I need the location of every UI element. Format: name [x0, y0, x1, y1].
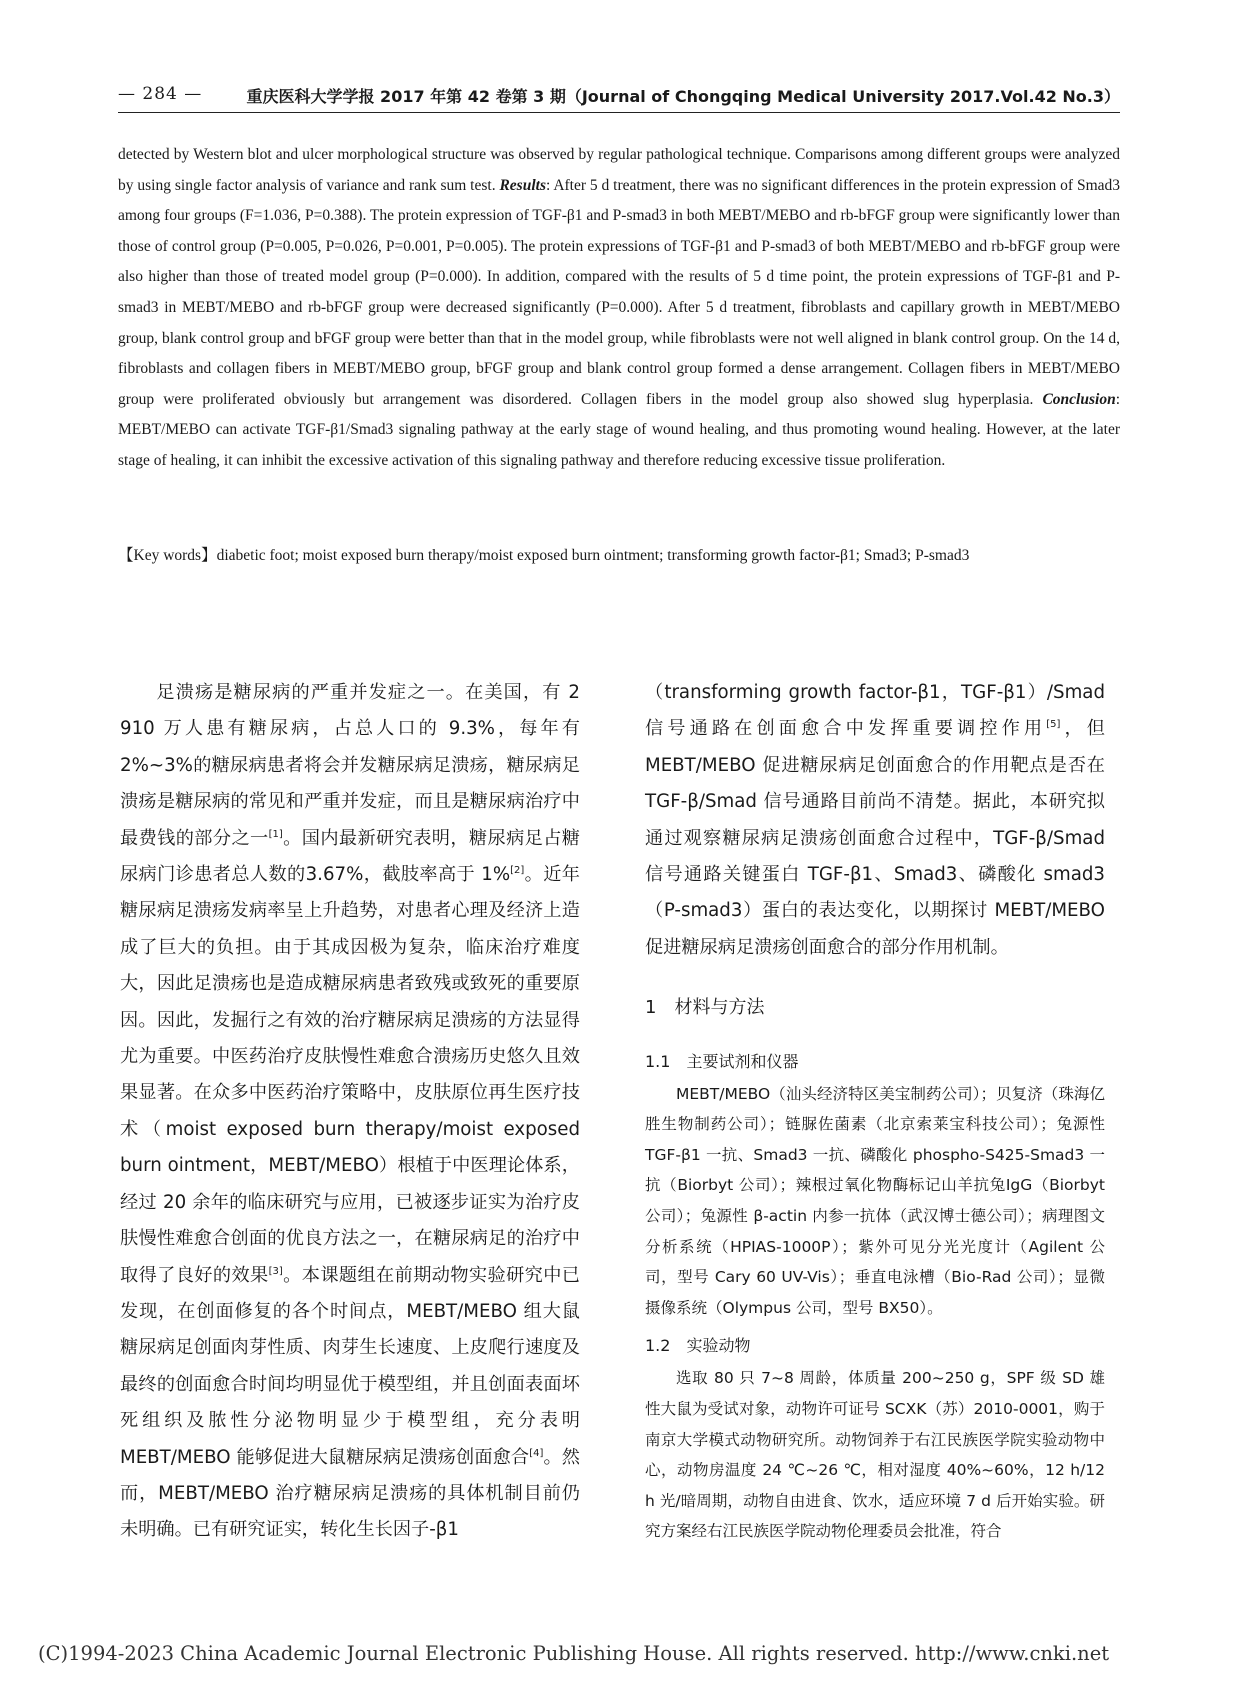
- copyright-footer: (C)1994-2023 China Academic Journal Electronic Publishing House. All rights reserved. http://www.cnki.net: [38, 1642, 1110, 1665]
- keywords: 【Key words】diabetic foot; moist exposed burn therapy/moist exposed burn ointment; transforming growth factor-β1; Smad3; P-smad3: [118, 547, 970, 564]
- section-heading-1: 1 材料与方法: [645, 997, 765, 1019]
- citation-5: [5]: [1046, 719, 1061, 731]
- results-label: Results: [499, 176, 546, 194]
- citation-4: [4]: [529, 1447, 544, 1459]
- intro-cont-b: ，但 MEBT/MEBO 促进糖尿病足创面愈合的作用靶点是否在 TGF-β/Smad 信号通路目前尚不清楚。据此，本研究拟通过观察糖尿病足溃疡创面愈合过程中，TGF-β/Smad 信号通路关键蛋白 TGF-β1、Smad3、磷酸化 smad3（P-smad3）蛋白的表达变化，以期探讨 MEBT/MEBO 促进糖尿病足溃疡创面愈合的部分作用机制。: [645, 718, 1105, 958]
- intro-text-c: 。近年糖尿病足溃疡发病率呈上升趋势，对患者心理及经济上造成了巨大的负担。由于其成因极为复杂，临床治疗难度大，因此足溃疡也是造成糖尿病患者致残或致死的重要原因。因此，发掘行之有效的治疗糖尿病足溃疡的方法显得尤为重要。中医药治疗皮肤慢性难愈合溃疡历史悠久且效果显著。在众多中医药治疗策略中，皮肤原位再生医疗技术（moist exposed burn therapy/moist exposed burn ointment，MEBT/MEBO）根植于中医理论体系，经过 20 余年的临床研究与应用，已被逐步证实为治疗皮肤慢性难愈合创面的优良方法之一，在糖尿病足的治疗中取得了良好的效果: [120, 864, 580, 1286]
- header-rule: [118, 112, 1120, 113]
- intro-text-a: 足溃疡是糖尿病的严重并发症之一。在美国，有 2 910 万人患有糖尿病，占总人口的 9.3%，每年有 2%~3%的糖尿病患者将会并发糖尿病足溃疡，糖尿病足溃疡是糖尿病的常见和严重并发症，而且是糖尿病治疗中最费钱的部分之一: [120, 682, 580, 849]
- animals-paragraph: 选取 80 只 7~8 周龄，体质量 200~250 g，SPF 级 SD 雄性大鼠为受试对象，动物许可证号 SCXK（苏）2010-0001，购于南京大学模式动物研究所。动物饲养于右江民族医学院实验动物中心，动物房温度 24 ℃~26 ℃，相对湿度 40%~60%，12 h/12 h 光/暗周期，动物自由进食、饮水，适应环境 7 d 后开始实验。研究方案经右江民族医学院动物伦理委员会批准，符合: [645, 1369, 1105, 1541]
- intro-text-d: 。本课题组在前期动物实验研究中已发现，在创面修复的各个时间点，MEBT/MEBO 组大鼠糖尿病足创面肉芽性质、肉芽生长速度、上皮爬行速度及最终的创面愈合时间均明显优于模型组，并且创面表面坏死组织及脓性分泌物明显少于模型组，充分表明 MEBT/MEBO 能够促进大鼠糖尿病足溃疡创面愈合: [120, 1264, 580, 1468]
- intro-continuation: [645, 675, 1105, 966]
- journal-title: 重庆医科大学学报 2017 年第 42 卷第 3 期（Journal of Chongqing Medical University 2017.Vol.42 No.3）: [246, 87, 1120, 106]
- subsection-heading-1-2: 1.2 实验动物: [645, 1336, 751, 1356]
- citation-2: [2]: [510, 864, 525, 876]
- intro-text-b: 。国内最新研究表明，糖尿病足占糖尿病门诊患者总人数的3.67%，截肢率高于 1%: [120, 827, 580, 886]
- page-number: — 284 —: [118, 84, 203, 104]
- left-column: [120, 675, 580, 1549]
- intro-cont-a: （transforming growth factor-β1，TGF-β1）/Smad 信号通路在创面愈合中发挥重要调控作用: [645, 682, 1105, 740]
- intro-paragraph: [120, 675, 580, 1549]
- abstract-methods-tail: detected by Western blot and ulcer morphological structure was observed by regular pathological technique. Comparisons among different groups were analyzed by using single factor analysis of variance and rank sum test.: [118, 146, 1120, 194]
- right-column: [645, 675, 1105, 1547]
- citation-1: [1]: [268, 828, 283, 840]
- results-text: : After 5 d treatment, there was no significant differences in the protein expression of Smad3 among four groups (F=1.036, P=0.388). The protein expression of TGF-β1 and P-smad3 in both MEBT/MEBO and rb-bFGF group were significantly lower than those of control group (P=0.005, P=0.026, P=0.001, P=0.005). The protein expressions of TGF-β1 and P-smad3 of both MEBT/MEBO and rb-bFGF group were also higher than those of treated model group (P=0.000). In addition, compared with the results of 5 d time point, the protein expressions of TGF-β1 and P-smad3 in MEBT/MEBO and rb-bFGF group were decreased significantly (P=0.000). After 5 d treatment, fibroblasts and capillary growth in MEBT/MEBO group, blank control group and bFGF group were better than that in the model group, while fibroblasts were not well aligned in blank control group. On the 14 d, fibroblasts and collagen fibers in MEBT/MEBO group, bFGF group and blank control group formed a dense arrangement. Collagen fibers in MEBT/MEBO group were proliferated obviously but arrangement was disordered. Collagen fibers in the model group also showed slug hyperplasia.: [118, 176, 1121, 408]
- conclusion-text: : MEBT/MEBO can activate TGF-β1/Smad3 signaling pathway at the early stage of wound healing, and thus promoting wound healing. However, at the later stage of healing, it can inhibit the excessive activation of this signaling pathway and therefore reducing excessive tissue proliferation.: [118, 390, 1121, 469]
- citation-3: [3]: [268, 1265, 283, 1277]
- abstract-text: [118, 140, 1120, 477]
- abstract-block: [118, 140, 1120, 477]
- subsection-heading-1-1: 1.1 主要试剂和仪器: [645, 1051, 799, 1071]
- intro-text-e: 。然而，MEBT/MEBO 治疗糖尿病足溃疡的具体机制目前仍未明确。已有研究证实，转化生长因子-β1: [120, 1446, 580, 1541]
- reagents-paragraph: MEBT/MEBO（汕头经济特区美宝制药公司）；贝复济（珠海亿胜生物制药公司）；链脲佐菌素（北京索莱宝科技公司）；兔源性 TGF-β1 一抗、Smad3 一抗、磷酸化 phospho-S425-Smad3 一抗（Biorbyt 公司）；辣根过氧化物酶标记山羊抗兔IgG（Biorbyt 公司）；兔源性 β-actin 内参一抗体（武汉博士德公司）；病理图文分析系统（HPIAS-1000P）；紫外可见分光光度计（Agilent 公司，型号 Cary 60 UV-Vis）；垂直电泳槽（Bio-Rad 公司）；显微摄像系统（Olympus 公司，型号 BX50）。: [645, 1084, 1105, 1317]
- running-header: [118, 80, 1120, 114]
- conclusion-label: Conclusion: [1042, 390, 1116, 408]
